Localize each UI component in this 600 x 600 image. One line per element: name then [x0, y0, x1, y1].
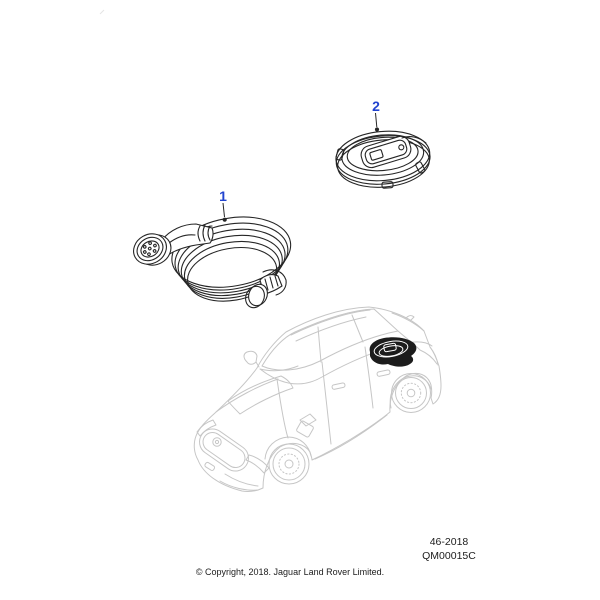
taillight: [430, 347, 438, 365]
sill-line: [315, 415, 387, 459]
type2-connector: [128, 224, 213, 271]
door-mirror: [244, 351, 257, 364]
b-pillar: [318, 327, 321, 362]
fog-lamp: [204, 462, 215, 472]
front-grille: [194, 424, 253, 476]
callout-1-label: 1: [219, 188, 227, 204]
door-handle-front: [332, 383, 346, 390]
rear-wheel: [392, 374, 431, 413]
callout-2-leader-line: [376, 113, 377, 127]
callout-1-dot: [223, 218, 227, 222]
figure-code: QM00015C: [422, 550, 476, 562]
front-wheel: [269, 444, 309, 484]
part-1-charging-cable-type2: [128, 208, 299, 311]
type2-connector-second: [242, 270, 286, 311]
jaguar-badge: [213, 438, 221, 446]
part-2-charging-cable-with-control-box: [334, 128, 432, 191]
charge-port-flap: [296, 414, 316, 438]
figure-number: 46-2018: [429, 536, 469, 548]
callout-2-label: 2: [372, 98, 380, 114]
stowed-cable-highlight: [370, 337, 417, 366]
callout-2-dot: [375, 127, 379, 131]
headlight-left: [197, 420, 216, 436]
door-handle-rear: [377, 370, 391, 377]
vehicle-illustration: [194, 307, 441, 491]
callout-1-leader-line: [223, 203, 225, 217]
callout-leaders: [223, 113, 380, 222]
copyright-notice: © Copyright, 2018. Jaguar Land Rover Limited.: [195, 567, 385, 577]
scan-artifact: [100, 10, 104, 14]
